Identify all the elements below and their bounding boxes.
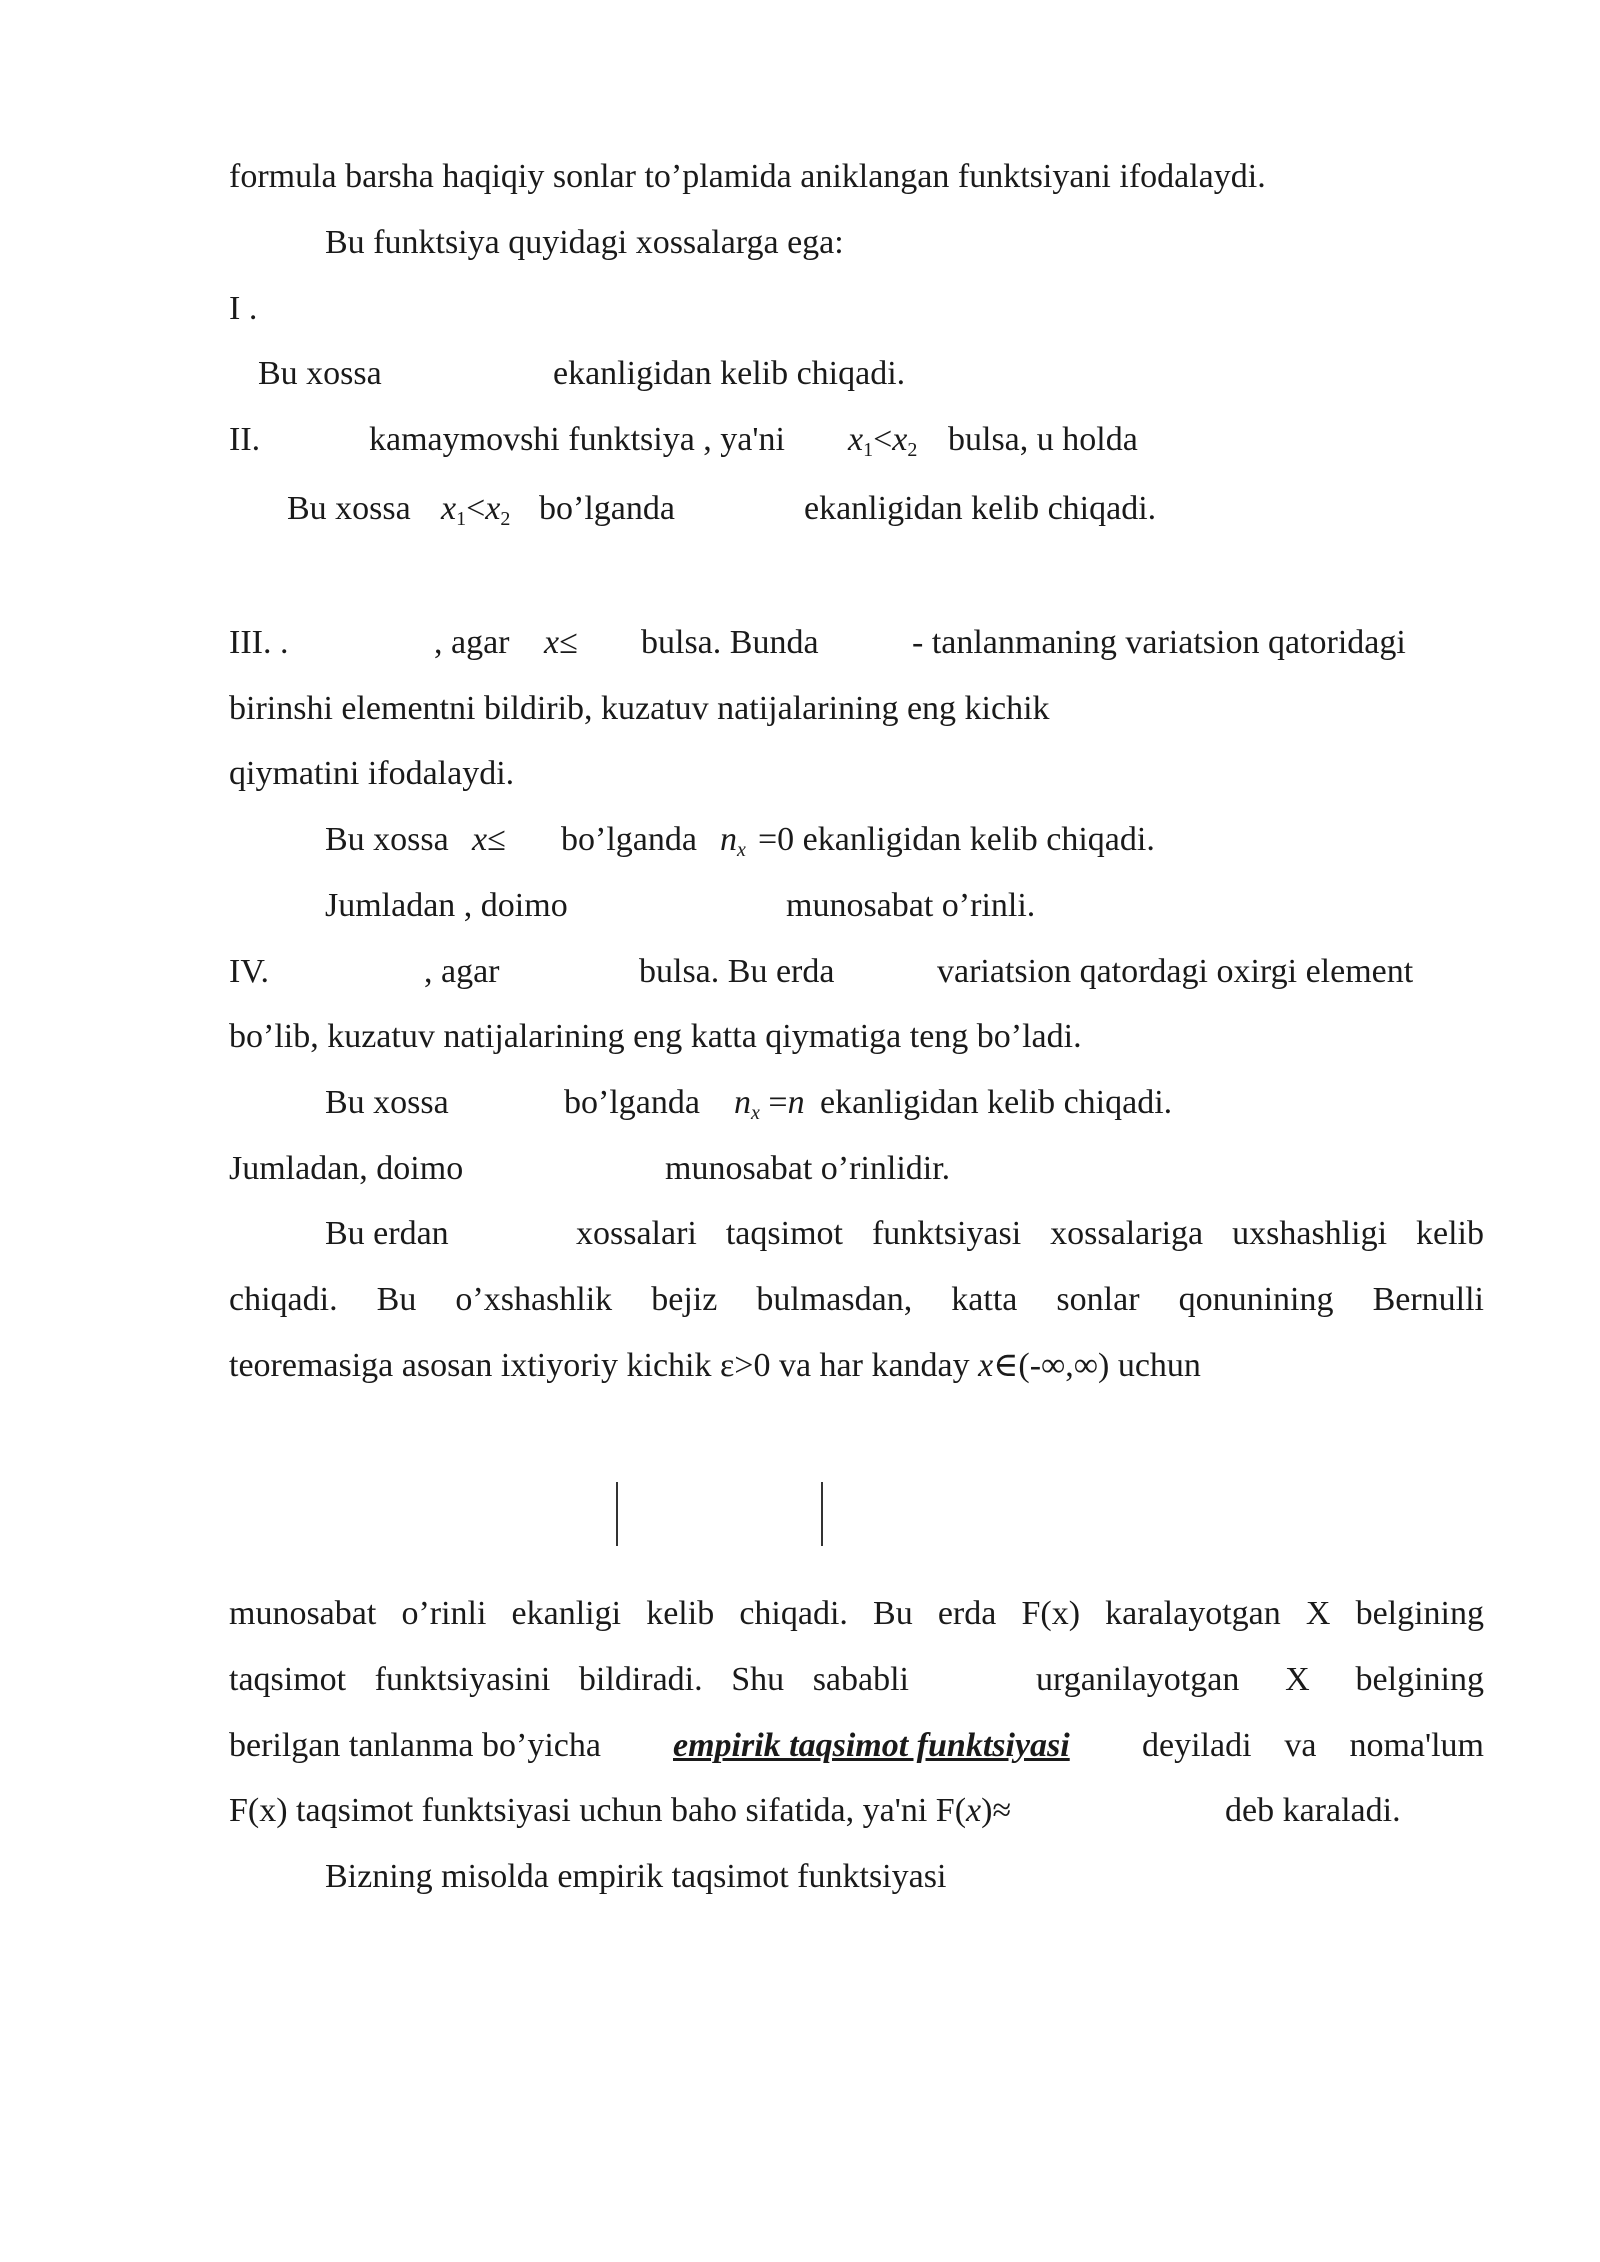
absolute-value-bar-left: [616, 1482, 618, 1546]
paragraph-line: deb karaladi.: [1225, 1792, 1401, 1829]
term-empirical-distribution-function: empirik taqsimot funktsiyasi: [673, 1727, 1070, 1764]
inline-formula: nx: [720, 821, 746, 861]
paragraph-line: ekanligidan kelib chiqadi.: [553, 355, 906, 392]
paragraph-line: , agar: [434, 624, 510, 661]
paragraph-line: xossalari taqsimot funktsiyasi xossalariga uxshashligi kelib: [576, 1215, 1484, 1252]
paragraph-line: birinshi elementni bildirib, kuzatuv natijalarining eng kichik: [229, 690, 1050, 727]
inline-formula: x≤: [544, 624, 578, 661]
paragraph-line: =0 ekanligidan kelib chiqadi.: [758, 821, 1155, 858]
property-number: II.: [229, 421, 261, 458]
absolute-value-bar-right: [821, 1482, 823, 1546]
paragraph-line: Bu xossa: [325, 1084, 449, 1121]
paragraph-line: bulsa. Bunda: [641, 624, 819, 661]
paragraph-line: qiymatini ifodalaydi.: [229, 755, 515, 792]
paragraph-line: chiqadi. Bu o’xshashlik bejiz bulmasdan, katta sonlar qonunining Bernulli: [229, 1281, 1484, 1318]
paragraph-line: berilgan tanlanma bo’yicha: [229, 1727, 601, 1764]
paragraph-line: bo’lganda: [539, 490, 675, 527]
paragraph-line: Bu xossa: [325, 821, 449, 858]
inline-formula: nx =n: [734, 1084, 805, 1124]
paragraph-line: ekanligidan kelib chiqadi.: [820, 1084, 1173, 1121]
inline-formula: $x_1<x_2$: [441, 490, 511, 530]
inline-formula: x≤: [472, 821, 506, 858]
property-number: III. .: [229, 624, 289, 661]
paragraph-line: teoremasiga asosan ixtiyoriy kichik ε>0 va har kanday x∈(-∞,∞) uchun: [229, 1347, 1201, 1384]
paragraph-line: bo’lib, kuzatuv natijalarining eng katta qiymatiga teng bo’ladi.: [229, 1018, 1082, 1055]
paragraph-line: formula barsha haqiqiy sonlar to’plamida aniklangan funktsiyani ifodalaydi.: [229, 158, 1266, 195]
paragraph-line: bo’lganda: [561, 821, 697, 858]
paragraph-line: bo’lganda: [564, 1084, 700, 1121]
paragraph-line: F(x) taqsimot funktsiyasi uchun baho sifatida, ya'ni F(x)≈: [229, 1792, 1012, 1829]
inline-formula: $x_1<x_2$: [848, 421, 918, 461]
paragraph-line: deyiladi va noma'lum: [1142, 1727, 1484, 1764]
paragraph-line: Jumladan, doimo: [229, 1150, 464, 1187]
paragraph-line: Bu erdan: [325, 1215, 449, 1252]
paragraph-line: kamaymovshi funktsiya , ya'ni: [369, 421, 785, 458]
paragraph-line: munosabat o’rinli ekanligi kelib chiqadi. Bu erda F(x) karalayotgan X belgining: [229, 1595, 1484, 1632]
property-number: IV.: [229, 953, 269, 990]
paragraph-line: - tanlanmaning variatsion qatoridagi: [912, 624, 1406, 661]
paragraph-line: Bu xossa: [258, 355, 382, 392]
paragraph-line: Bu funktsiya quyidagi xossalarga ega:: [325, 224, 844, 261]
paragraph-line: variatsion qatordagi oxirgi element: [937, 953, 1414, 990]
paragraph-line: ekanligidan kelib chiqadi.: [804, 490, 1157, 527]
property-number: I .: [229, 290, 258, 327]
paragraph-line: Bizning misolda empirik taqsimot funktsiyasi: [325, 1858, 947, 1895]
paragraph-line: munosabat o’rinli.: [786, 887, 1036, 924]
paragraph-line: Jumladan , doimo: [325, 887, 568, 924]
paragraph-line: bulsa, u holda: [948, 421, 1138, 458]
paragraph-line: urganilayotgan X belgining: [1036, 1661, 1484, 1698]
paragraph-line: munosabat o’rinlidir.: [665, 1150, 951, 1187]
paragraph-line: taqsimot funktsiyasini bildiradi. Shu sababli: [229, 1661, 909, 1698]
paragraph-line: , agar: [424, 953, 500, 990]
paragraph-line: bulsa. Bu erda: [639, 953, 835, 990]
paragraph-line: Bu xossa: [287, 490, 411, 527]
